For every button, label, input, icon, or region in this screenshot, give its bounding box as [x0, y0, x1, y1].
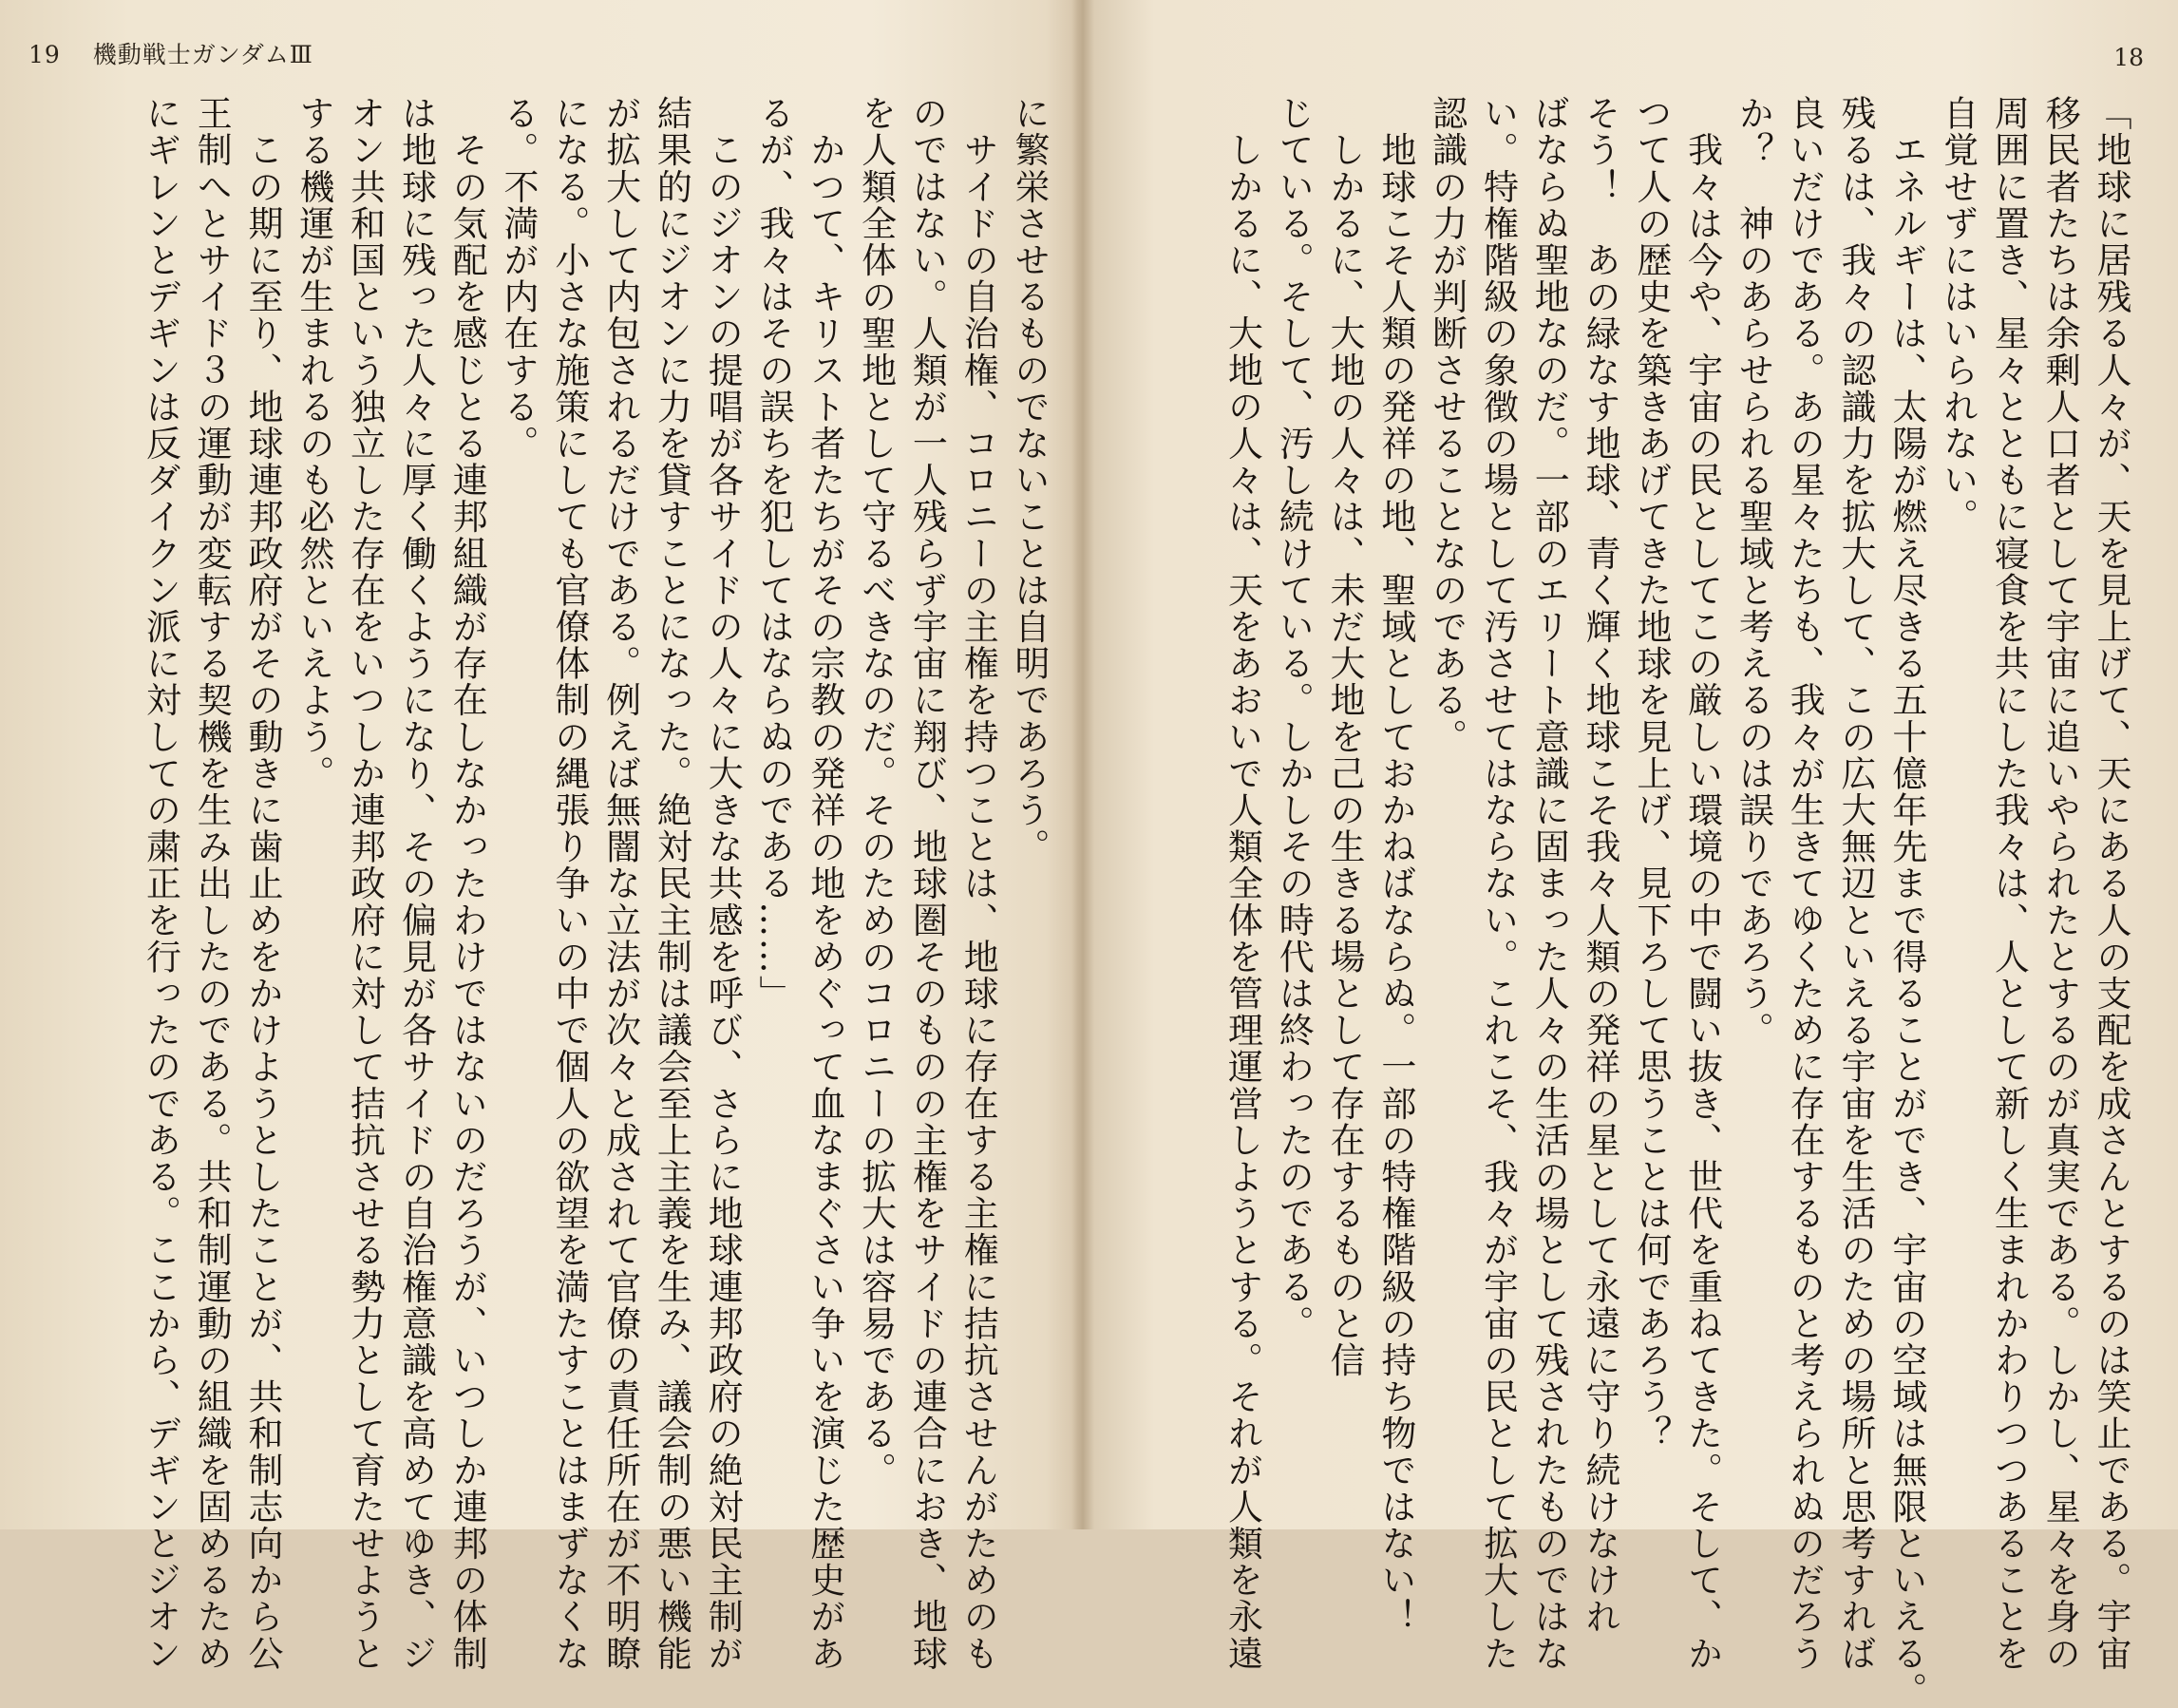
text-line: のではない。人類が一人残らず宇宙に翔び、地球圏そのものの主権をサイドの連合におき、地球: [906, 95, 948, 1672]
text-line: い。特権階級の象徴の場として汚させてはならない。これこそ、我々が宇宙の民として拡大した: [1477, 95, 1519, 1672]
body-text: [33, 95, 1054, 1672]
text-line: その気配を感じとる連邦組織が存在しなかったわけではないのだろうが、いつしか連邦の体制: [446, 95, 488, 1672]
text-line: この期に至り、地球連邦政府がその動きに歯止めをかけようとしたことが、共和制志向から公: [242, 95, 284, 1672]
right-page: [1083, 0, 2178, 1708]
text-line: かつて、キリスト者たちがその宗教の発祥の地をめぐって血なまぐさい争いを演じた歴史があ: [804, 95, 845, 1672]
text-line: 自覚せずにはいられない。: [1937, 95, 1979, 536]
running-title: 機動戦士ガンダムⅢ: [92, 41, 313, 68]
text-line: になる。小さな施策にしても官僚体制の縄張り争いの中で個人の欲望を満たすことはまずなくな: [548, 95, 590, 1672]
text-line: オン共和国という独立した存在をいつしか連邦政府に対して拮抗させる勢力として育たせようと: [344, 95, 386, 1672]
text-line: る。不満が内在する。: [498, 95, 540, 462]
text-line: 結果的にジオンに力を貸すことになった。絶対民主制は議会至上主義を生み、議会制の悪い機能: [651, 95, 692, 1672]
page-number: 18: [2113, 44, 2144, 71]
page-header: [28, 36, 313, 70]
text-line: ばならぬ聖地なのだ。一部のエリート意識に固まった人々の生活の場として残されたものではな: [1528, 95, 1570, 1672]
text-line: エネルギーは、太陽が燃え尽きる五十億年先まで得ることができ、宇宙の空域は無限といえる。: [1885, 95, 1927, 1708]
text-line: 認識の力が判断させることなのである。: [1426, 95, 1468, 755]
text-line: が拡大して内包されるだけである。例えば無闇な立法が次々と成されて官僚の責任所在が不明瞭: [599, 95, 641, 1672]
text-line: サイドの自治権、コロニーの主権を持つことは、地球に存在する主権に拮抗させんがためのも: [957, 95, 999, 1672]
text-line: じている。そして、汚し続けている。しかしその時代は終わったのである。: [1273, 95, 1315, 1342]
text-line: 残るは、我々の認識力を拡大して、この広大無辺といえる宇宙を生活のための場所と思考すれば: [1835, 95, 1877, 1672]
text-line: るが、我々はその誤ちを犯してはならぬのである……」: [753, 95, 795, 1012]
text-line: にギレンとデギンは反ダイクン派に対しての粛正を行ったのである。ここから、デギンとジオン: [140, 95, 181, 1672]
text-line: 我々は今や、宇宙の民としてこの厳しい環境の中で闘い抜き、世代を重ねてきた。そして、か: [1681, 95, 1723, 1672]
text-line: しかるに、大地の人々は、未だ大地を己の生きる場として存在するものと信: [1324, 95, 1366, 1378]
text-line: 移民者たちは余剰人口者として宇宙に追いやられたとするのが真実である。しかし、星々を身の: [2039, 95, 2081, 1672]
text-line: 「地球に居残る人々が、天を見上げて、天にある人の支配を成さんとするのは笑止である。宇宙: [2091, 95, 2131, 1672]
text-line: 地球こそ人類の発祥の地、聖域としておかねばならぬ。一部の特権階級の持ち物ではない！: [1374, 95, 1416, 1636]
text-line: 周囲に置き、星々とともに寝食を共にした我々は、人として新しく生まれかわりつつあることを: [1988, 95, 2030, 1672]
left-page: [0, 0, 1083, 1672]
text-line: つて人の歴史を築きあげてきた地球を見上げ、見下ろして思うことは何であろう？: [1630, 95, 1672, 1452]
text-line: に繁栄させるものでないことは自明であろう。: [1009, 95, 1050, 865]
text-line: しかるに、大地の人々は、天をあおいで人類全体を管理運営しようとする。それが人類を永遠: [1222, 95, 1263, 1672]
text-line: 良いだけである。あの星々たちも、我々が生きてゆくために存在するものと考えられぬのだろう: [1784, 95, 1826, 1672]
body-text: [1115, 95, 2136, 1708]
page-number: 19: [28, 41, 61, 68]
text-line: このジオンの提唱が各サイドの人々に大きな共感を呼び、さらに地球連邦政府の絶対民主制が: [702, 95, 744, 1672]
text-line: 王制へとサイド３の運動が変転する契機を生み出したのである。共和制運動の組織を固めるため: [191, 95, 233, 1672]
text-line: を人類全体の聖地として守るべきなのだ。そのためのコロニーの拡大は容易である。: [855, 95, 897, 1489]
text-line: は地球に残った人々に厚く働くようになり、その偏見が各サイドの自治権意識を高めてゆき、ジ: [395, 95, 437, 1672]
text-line: する機運が生まれるのも必然といえよう。: [293, 95, 334, 792]
text-line: か？ 神のあらせられる聖域と考えるのは誤りであろう。: [1733, 95, 1774, 1049]
text-line: そう！ あの緑なす地球、青く輝く地球こそ我々人類の発祥の星として永遠に守り続けなけれ: [1580, 95, 1621, 1636]
